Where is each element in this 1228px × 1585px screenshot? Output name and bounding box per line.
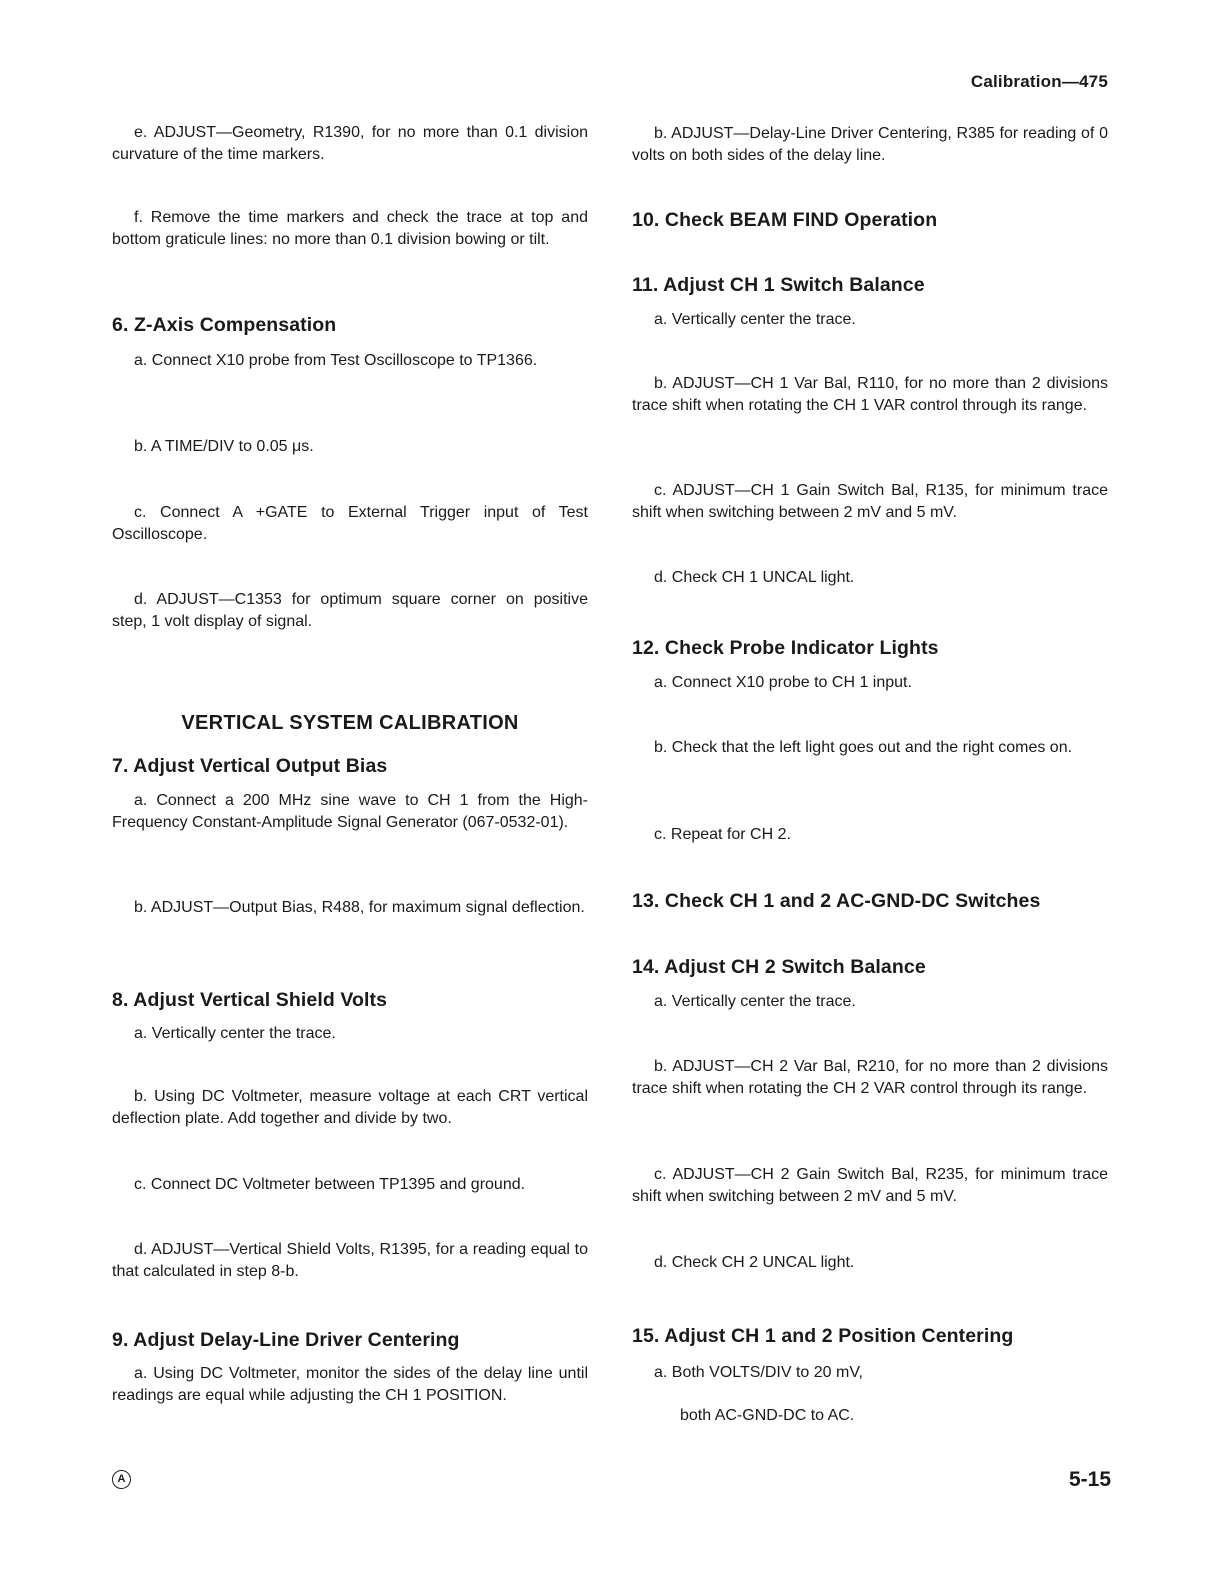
section-6-heading: 6. Z-Axis Compensation	[112, 314, 337, 336]
section-13-heading: 13. Check CH 1 and 2 AC-GND-DC Switches	[632, 890, 1041, 912]
step-12b-text: b. Check that the left light goes out and the right comes on.	[654, 739, 1073, 756]
step-11b-text: b. ADJUST—CH 1 Var Bal, R110, for no more than 2 divisions trace shift when rotating the CH 1 VAR control through its range.	[632, 375, 1108, 414]
step-8b-text: b. Using DC Voltmeter, measure voltage at each CRT vertical deflection plate. Add together and divide by two.	[112, 1088, 588, 1127]
vertical-system-calibration-heading: VERTICAL SYSTEM CALIBRATION	[181, 712, 519, 734]
step-11d-text: d. Check CH 1 UNCAL light.	[654, 569, 855, 586]
step-11c-text: c. ADJUST—CH 1 Gain Switch Bal, R135, for minimum trace shift when switching between 2 mV and 5 mV.	[632, 482, 1108, 521]
section-7-heading: 7. Adjust Vertical Output Bias	[112, 755, 388, 777]
step-14b-text: b. ADJUST—CH 2 Var Bal, R210, for no more than 2 divisions trace shift when rotating the CH 2 VAR control through its range.	[632, 1058, 1108, 1097]
step-11a-text: a. Vertically center the trace.	[654, 311, 856, 328]
step-7b-text: b. ADJUST—Output Bias, R488, for maximum signal deflection.	[134, 899, 585, 916]
step-5f-text: f. Remove the time markers and check the trace at top and bottom graticule lines: no more than 0.1 division bowing or tilt.	[112, 209, 588, 248]
step-6d-text: d. ADJUST—C1353 for optimum square corner on positive step, 1 volt display of signal.	[112, 591, 588, 630]
step-14a-text: a. Vertically center the trace.	[654, 993, 856, 1010]
section-10-heading: 10. Check BEAM FIND Operation	[632, 209, 938, 231]
step-7a-text: a. Connect a 200 MHz sine wave to CH 1 from the High-Frequency Constant-Amplitude Signal Generator (067-0532-01).	[112, 792, 588, 831]
section-8-heading: 8. Adjust Vertical Shield Volts	[112, 989, 388, 1011]
step-14c-text: c. ADJUST—CH 2 Gain Switch Bal, R235, for minimum trace shift when switching between 2 mV and 5 mV.	[632, 1166, 1108, 1205]
step-15a-text: a. Both VOLTS/DIV to 20 mV,	[654, 1364, 863, 1381]
page-header-title: Calibration—475	[970, 72, 1108, 91]
step-5e-text: e. ADJUST—Geometry, R1390, for no more than 0.1 division curvature of the time markers.	[112, 124, 588, 163]
revision-mark-icon: A	[112, 1470, 131, 1489]
step-12c-text: c. Repeat for CH 2.	[654, 826, 791, 843]
step-8c-text: c. Connect DC Voltmeter between TP1395 and ground.	[134, 1176, 526, 1193]
section-9-heading: 9. Adjust Delay-Line Driver Centering	[112, 1329, 460, 1351]
section-15-heading: 15. Adjust CH 1 and 2 Position Centering	[632, 1325, 1014, 1347]
step-9a-text: a. Using DC Voltmeter, monitor the sides of the delay line until readings are equal while adjusting the CH 1 POSITION.	[112, 1365, 588, 1404]
step-14d-text: d. Check CH 2 UNCAL light.	[654, 1254, 855, 1271]
section-11-heading: 11. Adjust CH 1 Switch Balance	[632, 274, 925, 296]
step-8d-text: d. ADJUST—Vertical Shield Volts, R1395, for a reading equal to that calculated in step 8-b.	[112, 1241, 588, 1280]
step-6a-text: a. Connect X10 probe from Test Oscilloscope to TP1366.	[134, 352, 538, 369]
step-6c-text: c. Connect A +GATE to External Trigger input of Test Oscilloscope.	[112, 504, 588, 543]
step-8a-text: a. Vertically center the trace.	[134, 1025, 336, 1042]
step-12a-text: a. Connect X10 probe to CH 1 input.	[654, 674, 912, 691]
step-9b-text: b. ADJUST—Delay-Line Driver Centering, R385 for reading of 0 volts on both sides of the delay line.	[632, 125, 1108, 164]
section-12-heading: 12. Check Probe Indicator Lights	[632, 637, 939, 659]
step-15a-continued-text: both AC-GND-DC to AC.	[680, 1407, 855, 1424]
step-6b-text: b. A TIME/DIV to 0.05 μs.	[134, 438, 314, 455]
page-number: 5-15	[1068, 1468, 1111, 1491]
section-14-heading: 14. Adjust CH 2 Switch Balance	[632, 956, 926, 978]
